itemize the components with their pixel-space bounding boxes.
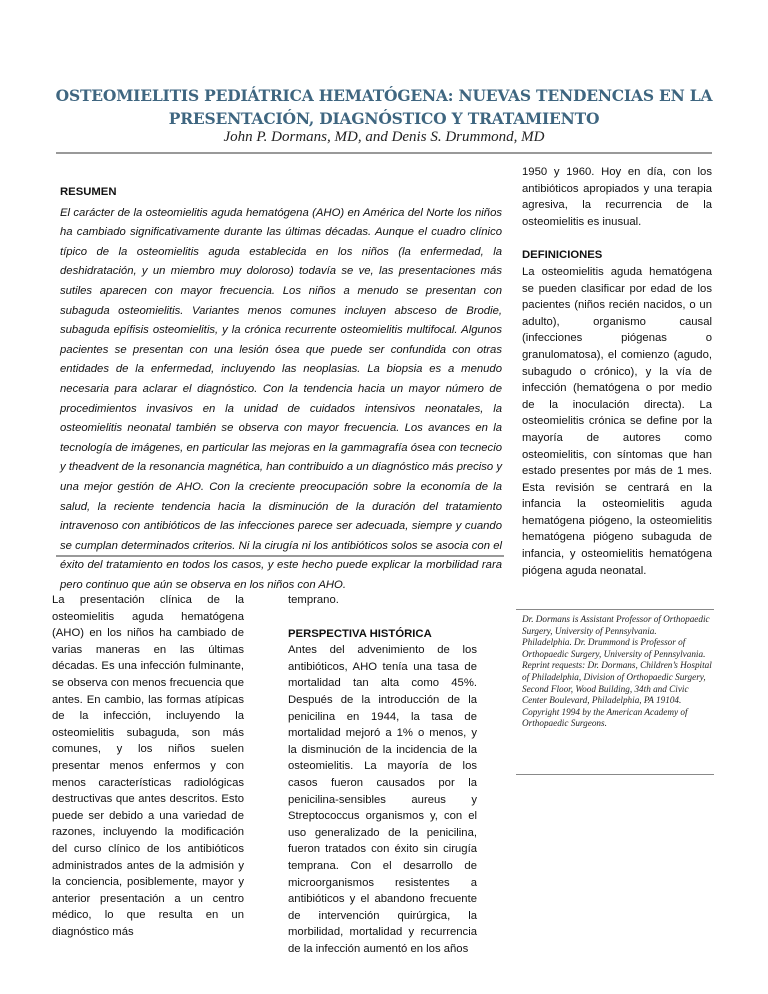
history-body: Antes del advenimiento de los antibióticos, AHO tenía una tasa de mortalidad tan alta como 45%. Después de la introducción de la penicilina en 1944, la tasa de mortalidad mejoró a 1% o menos, y la disminución de la incidencia de la osteomielitis. La mayoría de los casos fueron causados por la penicilina-sensibles aureus y Streptococcus organismos y, con el uso generalizado de la penicilina, fueron tratados con éxito sin cirugía temprana. Con el desarrollo de microorganismos resistentes a antibióticos y el abandono frecuente de intervención quirúrgica, la morbilidad, mortalidad y recurrencia de la infección aumentó en los años xyxy=(288,644,477,955)
right-column-intro: 1950 y 1960. Hoy en día, con los antibióticos apropiados y una terapia agresiva, la recurrencia de la osteomielitis es inusual. xyxy=(522,166,712,228)
body-column-2 xyxy=(288,592,477,957)
definitions-body: La osteomielitis aguda hematógena se pueden clasificar por edad de los pacientes (niños recién nacidos, o un adulto), organismo causal (infecciones piógenas o granulomatosa), el comienzo (agudo, subagudo o crónico), y la vía de infección (hematógena o por medio de la inoculación directa). La osteomielitis crónica se define por la mayoría de autores como osteomielitis, con síntomas que han estado presentes por más de 1 mes. Esta revisión se centrará en la infancia la osteomielitis aguda hematógena piógeno, la osteomielitis hematógena piógeno subaguda de infancia, y osteomielitis hematógena piógena aguda neonatal. xyxy=(522,265,712,577)
affiliation-line-4: Copyright 1994 by the American Academy of Orthopaedic Surgeons. xyxy=(522,706,688,729)
body-column-1 xyxy=(52,592,244,940)
affiliation-line-3: Reprint requests: Dr. Dormans, Children’s Hospital of Philadelphia, Division of Orthopaedic Surgery, Second Floor, Wood Building, 34th and Civic Center Boulevard, Philadelphia, PA 19104. xyxy=(522,660,712,706)
affiliation-line-1: Dr. Dormans is Assistant Professor of Orthopaedic Surgery, University of Pennsylvania. xyxy=(522,614,710,636)
definitions-heading: DEFINICIONES xyxy=(522,249,603,262)
header-divider xyxy=(56,152,712,154)
affiliation-top-divider xyxy=(516,609,714,610)
column1-body: La presentación clínica de la osteomielitis aguda hematógena (AHO) en los niños ha cambiado de varias maneras en las últimas décadas. Es una infección fulminante, se observa con menos frecuencia que antes. En cambio, las formas atípicas de la infección, incluyendo la osteomielitis subaguda, son más comunes, y los niños suelen presentar menos enfermos y con menos características radiológicas destructivas que antes descritos. Esto puede ser debido a una variedad de razones, incluyendo la modificación del curso clínico de los antibióticos administrados antes de la admisión y la conciencia, posiblemente, mayor y anterior presentación a un centro médico, lo que resulta en un diagnóstico más xyxy=(52,594,244,938)
author-affiliation xyxy=(522,614,714,730)
column2-continuation: temprano. xyxy=(288,594,339,606)
abstract-body: El carácter de la osteomielitis aguda hematógena (AHO) en América del Norte los niños ha cambiado significativamente durante las últimas décadas. Aunque el cuadro clínico típico de la osteomielitis aguda establecida en los niños (la enfermedad, la deshidratación, y un miembro muy doloroso) todavía se ve, las presentaciones más sutiles aparecen con mayor frecuencia. Los niños a menudo se presentan con subaguda osteomielitis. Variantes menos comunes incluyen absceso de Brodie, subaguda epífisis osteomielitis, y la crónica recurrente osteomielitis multifocal. Algunos pacientes se presentan con una lesión ósea que puede ser confundida con otras entidades de la enfermedad, incluyendo las neoplasias. La biopsia es a menudo necesaria para aclarar el diagnóstico. Con la tendencia hacia un mayor número de procedimientos invasivos en la unidad de cuidados intensivos neonatales, la osteomielitis neonatal también se observa con mayor frecuencia. Los avances en la tecnología de imágenes, en particular las mejoras en la gammagrafía ósea con tecnecio y theadvent de la resonancia magnética, han contribuido a un diagnóstico más preciso y una mejor gestión de AHO. Con la creciente preocupación sobre la economía de la salud, la reciente tendencia hacia la disminución de la duración del tratamiento intravenoso con antibióticos de las infecciones parece ser adecuada, siempre y cuando se cumplan determinados criterios. Ni la cirugía ni los antibióticos solos se asocia con el éxito del tratamiento en todos los casos, y este hecho puede explicar la morbilidad rara pero continuo que aún se observa en los niños con AHO. xyxy=(60,206,502,591)
abstract-divider xyxy=(56,555,504,557)
affiliation-line-2: Philadelphia. Dr. Drummond is Professor of Orthopaedic Surgery, University of Pennsylvania. xyxy=(522,637,706,659)
abstract-section xyxy=(60,183,502,595)
right-column xyxy=(522,164,712,579)
history-heading: PERSPECTIVA HISTÓRICA xyxy=(288,627,432,640)
paper-title: OSTEOMIELITIS PEDIÁTRICA HEMATÓGENA: NUEVAS TENDENCIAS EN LA PRESENTACIÓN, DIAGNÓSTICO Y TRATAMIENTO xyxy=(55,86,713,128)
abstract-heading: RESUMEN xyxy=(60,186,117,198)
affiliation-bottom-divider xyxy=(516,774,714,775)
paper-authors: John P. Dormans, MD, and Denis S. Drummond, MD xyxy=(223,129,545,145)
